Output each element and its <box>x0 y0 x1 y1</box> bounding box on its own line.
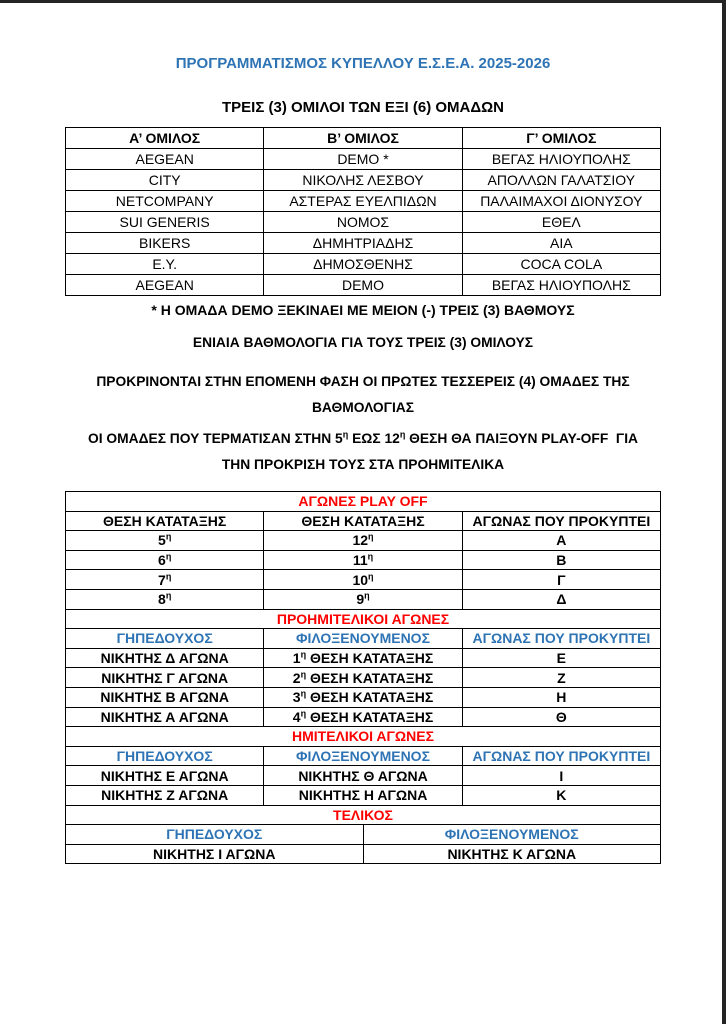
team-cell: ΝΙΚΟΛΗΣ ΛΕΣΒΟΥ <box>264 170 462 191</box>
playoff-note <box>65 426 661 478</box>
group-team-row <box>66 149 661 170</box>
bracket-cell <box>66 589 264 609</box>
group-b-header: Β’ ΟΜΙΛΟΣ <box>264 128 462 149</box>
text-segment: 4 <box>292 708 301 725</box>
bracket-section-title-row <box>66 805 661 825</box>
bracket-data-row <box>66 570 661 590</box>
text-segment: 12 <box>352 532 369 549</box>
superscript: η <box>300 708 307 719</box>
bracket-cell <box>66 531 264 551</box>
text-segment: 5 <box>158 532 166 549</box>
bracket-cell <box>66 707 264 727</box>
bracket-cell <box>264 531 462 551</box>
text-segment: Ζ <box>557 669 566 686</box>
team-cell: ΠΑΛΑΙΜΑΧΟΙ ΔΙΟΝΥΣΟΥ <box>462 191 660 212</box>
text-segment: Β <box>556 552 567 569</box>
page-title: ΠΡΟΓΡΑΜΜΑΤΙΣΜΟΣ ΚΥΠΕΛΛΟΥ Ε.Σ.Ε.Α. 2025-2026 <box>175 55 551 72</box>
bracket-cell <box>66 766 264 786</box>
team-cell: ΕΘΕΛ <box>462 212 660 233</box>
team-cell: ΝΟΜΟΣ <box>264 212 462 233</box>
single-standings-note: ΕΝΙΑΙΑ ΒΑΘΜΟΛΟΓΙΑ ΓΙΑ ΤΟΥΣ ΤΡΕΙΣ (3) ΟΜΙΛΟΥΣ <box>192 335 534 350</box>
team-cell: ΔΗΜΟΣΘΕΝΗΣ <box>264 254 462 275</box>
group-c-header: Γ’ ΟΜΙΛΟΣ <box>462 128 660 149</box>
bracket-column-header: ΘΕΣΗ ΚΑΤΑΤΑΞΗΣ <box>66 511 264 531</box>
team-cell: ΒΕΓΑΣ ΗΛΙΟΥΠΟΛΗΣ <box>462 149 660 170</box>
superscript: η <box>300 668 307 679</box>
team-cell: ΑΣΤΕΡΑΣ ΕΥΕΛΠΙΔΩΝ <box>264 191 462 212</box>
text-segment: 3 <box>292 689 301 706</box>
text-segment: Ε <box>556 650 567 667</box>
qualification-note <box>65 369 661 421</box>
group-team-row <box>66 233 661 254</box>
text-segment: ΘΕΣΗ ΚΑΤΑΤΑΞΗΣ <box>306 669 434 686</box>
text-segment: ΝΙΚΗΤΗΣ Κ ΑΓΩΝΑ <box>447 845 577 862</box>
bracket-column-header: ΦΙΛΟΞΕΝΟΥΜΕΝΟΣ <box>264 629 462 649</box>
superscript: η <box>342 429 349 440</box>
bracket-column-header: ΓΗΠΕΔΟΥΧΟΣ <box>66 825 364 845</box>
text-segment: ΝΙΚΗΤΗΣ Η ΑΓΩΝΑ <box>298 787 428 804</box>
bracket-section-title: ΗΜΙΤΕΛΙΚΟΙ ΑΓΩΝΕΣ <box>66 727 661 747</box>
bracket-cell <box>462 589 660 609</box>
group-team-row <box>66 212 661 233</box>
bracket-cell <box>264 785 462 805</box>
team-cell: BIKERS <box>66 233 264 254</box>
text-segment: ΝΙΚΗΤΗΣ Γ ΑΓΩΝΑ <box>101 669 229 686</box>
groups-table <box>65 127 661 296</box>
text-segment: Γ <box>557 571 566 588</box>
superscript: η <box>399 429 406 440</box>
bracket-cell <box>462 668 660 688</box>
bracket-data-row <box>66 531 661 551</box>
bracket-column-header: ΦΙΛΟΞΕΝΟΥΜΕΝΟΣ <box>363 825 660 845</box>
playoff-bracket-table <box>65 491 661 864</box>
bracket-cell <box>462 570 660 590</box>
bracket-cell <box>66 648 264 668</box>
bracket-cell <box>66 844 364 864</box>
bracket-header-row <box>66 825 661 845</box>
text-segment: ΝΙΚΗΤΗΣ Β ΑΓΩΝΑ <box>100 689 229 706</box>
bracket-data-row <box>66 785 661 805</box>
bracket-cell <box>66 550 264 570</box>
bracket-cell <box>264 668 462 688</box>
bracket-column-header: ΑΓΩΝΑΣ ΠΟΥ ΠΡΟΚΥΠΤΕΙ <box>462 746 660 766</box>
team-cell: ΒΕΓΑΣ ΗΛΙΟΥΠΟΛΗΣ <box>462 275 660 296</box>
bracket-data-row <box>66 844 661 864</box>
bracket-section-title: ΑΓΩΝΕΣ PLAY OFF <box>66 492 661 512</box>
bracket-data-row <box>66 687 661 707</box>
bracket-header-row <box>66 746 661 766</box>
bracket-section-title: ΤΕΛΙΚΟΣ <box>66 805 661 825</box>
group-team-row <box>66 254 661 275</box>
bracket-section-title-row <box>66 727 661 747</box>
superscript: η <box>368 571 374 582</box>
text-segment: Θ <box>555 708 567 725</box>
team-cell: E.Y. <box>66 254 264 275</box>
text-segment: 1 <box>292 650 301 667</box>
team-cell: AEGEAN <box>66 275 264 296</box>
team-cell: CITY <box>66 170 264 191</box>
bracket-column-header: ΘΕΣΗ ΚΑΤΑΤΑΞΗΣ <box>264 511 462 531</box>
superscript: η <box>300 688 307 699</box>
text-segment: ΘΕΣΗ ΚΑΤΑΤΑΞΗΣ <box>306 689 434 706</box>
bracket-section-title-row <box>66 609 661 629</box>
bracket-cell <box>462 648 660 668</box>
bracket-cell <box>462 785 660 805</box>
bracket-data-row <box>66 766 661 786</box>
superscript: η <box>165 571 172 582</box>
text-segment: ΘΕΣΗ ΘΑ ΠΑΙΞΟΥΝ PLAY-OFF ΓΙΑ <box>405 431 639 446</box>
superscript: η <box>368 531 374 542</box>
text-segment: ΝΙΚΗΤΗΣ Ε ΑΓΩΝΑ <box>100 767 229 784</box>
bracket-cell <box>66 687 264 707</box>
bracket-cell <box>363 844 660 864</box>
text-segment: ΝΙΚΗΤΗΣ Ι ΑΓΩΝΑ <box>153 845 276 862</box>
team-cell: NETCOMPANY <box>66 191 264 212</box>
bracket-cell <box>264 589 462 609</box>
bracket-cell <box>462 707 660 727</box>
bracket-data-row <box>66 707 661 727</box>
team-cell: AEGEAN <box>66 149 264 170</box>
team-cell: COCA COLA <box>462 254 660 275</box>
bracket-cell <box>462 687 660 707</box>
document-content <box>65 55 661 864</box>
groups-header-row <box>66 128 661 149</box>
text-segment: 8 <box>158 591 166 608</box>
superscript: η <box>300 649 307 660</box>
superscript: η <box>165 551 172 562</box>
bracket-header-row <box>66 511 661 531</box>
bracket-column-header: ΑΓΩΝΑΣ ΠΟΥ ΠΡΟΚΥΠΤΕΙ <box>462 629 660 649</box>
groups-subtitle: ΤΡΕΙΣ (3) ΟΜΙΛΟΙ ΤΩΝ ΕΞΙ (6) ΟΜΑΔΩΝ <box>222 99 504 116</box>
text-segment: Η <box>556 689 567 706</box>
group-team-row <box>66 191 661 212</box>
bracket-cell <box>66 570 264 590</box>
bracket-data-row <box>66 668 661 688</box>
bracket-cell <box>264 648 462 668</box>
bracket-cell <box>66 785 264 805</box>
bracket-cell <box>264 550 462 570</box>
text-segment: ΝΙΚΗΤΗΣ Ζ ΑΓΩΝΑ <box>101 787 229 804</box>
bracket-data-row <box>66 589 661 609</box>
bracket-section-title-row <box>66 492 661 512</box>
bracket-header-row <box>66 629 661 649</box>
text-segment: 9 <box>356 591 365 608</box>
bracket-data-row <box>66 550 661 570</box>
text-segment: ΕΩΣ 12 <box>348 431 400 446</box>
superscript: η <box>165 590 172 601</box>
team-cell: ΑΠΟΛΛΩΝ ΓΑΛΑΤΣΙΟΥ <box>462 170 660 191</box>
text-segment: ΝΙΚΗΤΗΣ Α ΑΓΩΝΑ <box>100 708 229 725</box>
bracket-cell <box>66 668 264 688</box>
team-cell: SUI GENERIS <box>66 212 264 233</box>
team-cell: DEMO * <box>264 149 462 170</box>
team-cell: ΑΙΑ <box>462 233 660 254</box>
superscript: η <box>364 590 370 601</box>
text-segment: ΟΙ ΟΜΑΔΕΣ ΠΟΥ ΤΕΡΜΑΤΙΣΑΝ ΣΤΗΝ 5 <box>87 431 343 446</box>
bracket-cell <box>462 766 660 786</box>
bracket-column-header: ΓΗΠΕΔΟΥΧΟΣ <box>66 746 264 766</box>
text-segment: ΝΙΚΗΤΗΣ Δ ΑΓΩΝΑ <box>100 650 229 667</box>
superscript: η <box>165 531 172 542</box>
team-cell: ΔΗΜΗΤΡΙΑΔΗΣ <box>264 233 462 254</box>
bracket-cell <box>264 766 462 786</box>
text-segment: 10 <box>352 571 369 588</box>
qualification-line1: ΠΡΟΚΡΙΝΟΝΤΑΙ ΣΤΗΝ ΕΠΟΜΕΝΗ ΦΑΣΗ ΟΙ ΠΡΩΤΕΣ ΤΕΣΣΕΡΕΙΣ (4) ΟΜΑΔΕΣ ΤΗΣ <box>96 374 630 389</box>
bracket-cell <box>264 707 462 727</box>
bracket-column-header: ΓΗΠΕΔΟΥΧΟΣ <box>66 629 264 649</box>
bracket-data-row <box>66 648 661 668</box>
team-cell: DEMO <box>264 275 462 296</box>
text-segment: 11 <box>352 552 368 569</box>
text-segment: ΝΙΚΗΤΗΣ Θ ΑΓΩΝΑ <box>298 767 428 784</box>
text-segment: 2 <box>292 669 301 686</box>
text-segment: Κ <box>556 787 567 804</box>
bracket-cell <box>264 687 462 707</box>
qualification-line2: ΒΑΘΜΟΛΟΓΙΑΣ <box>311 400 415 415</box>
demo-penalty-note: * Η ΟΜΑΔΑ DEMO ΞΕΚΙΝΑΕΙ ΜΕ ΜΕΙΟΝ (-) ΤΡΕΙΣ (3) ΒΑΘΜΟΥΣ <box>151 302 575 318</box>
playoff-line1 <box>65 426 661 452</box>
superscript: η <box>367 551 374 562</box>
bracket-cell <box>462 531 660 551</box>
text-segment: ΘΕΣΗ ΚΑΤΑΤΑΞΗΣ <box>306 650 434 667</box>
group-team-row <box>66 275 661 296</box>
bracket-column-header: ΑΓΩΝΑΣ ΠΟΥ ΠΡΟΚΥΠΤΕΙ <box>462 511 660 531</box>
group-a-header: Α’ ΟΜΙΛΟΣ <box>66 128 264 149</box>
text-segment: Δ <box>556 591 567 608</box>
group-team-row <box>66 170 661 191</box>
bracket-column-header: ΦΙΛΟΞΕΝΟΥΜΕΝΟΣ <box>264 746 462 766</box>
text-segment: Ι <box>559 767 564 784</box>
text-segment: 7 <box>158 571 166 588</box>
text-segment: Α <box>556 532 567 549</box>
bracket-cell <box>264 570 462 590</box>
bracket-cell <box>462 550 660 570</box>
playoff-line2: ΤΗΝ ΠΡΟΚΡΙΣΗ ΤΟΥΣ ΣΤΑ ΠΡΟΗΜΙΤΕΛΙΚΑ <box>221 457 505 472</box>
text-segment: 6 <box>158 552 166 569</box>
text-segment: ΘΕΣΗ ΚΑΤΑΤΑΞΗΣ <box>306 708 434 725</box>
bracket-section-title: ΠΡΟΗΜΙΤΕΛΙΚΟΙ ΑΓΩΝΕΣ <box>66 609 661 629</box>
